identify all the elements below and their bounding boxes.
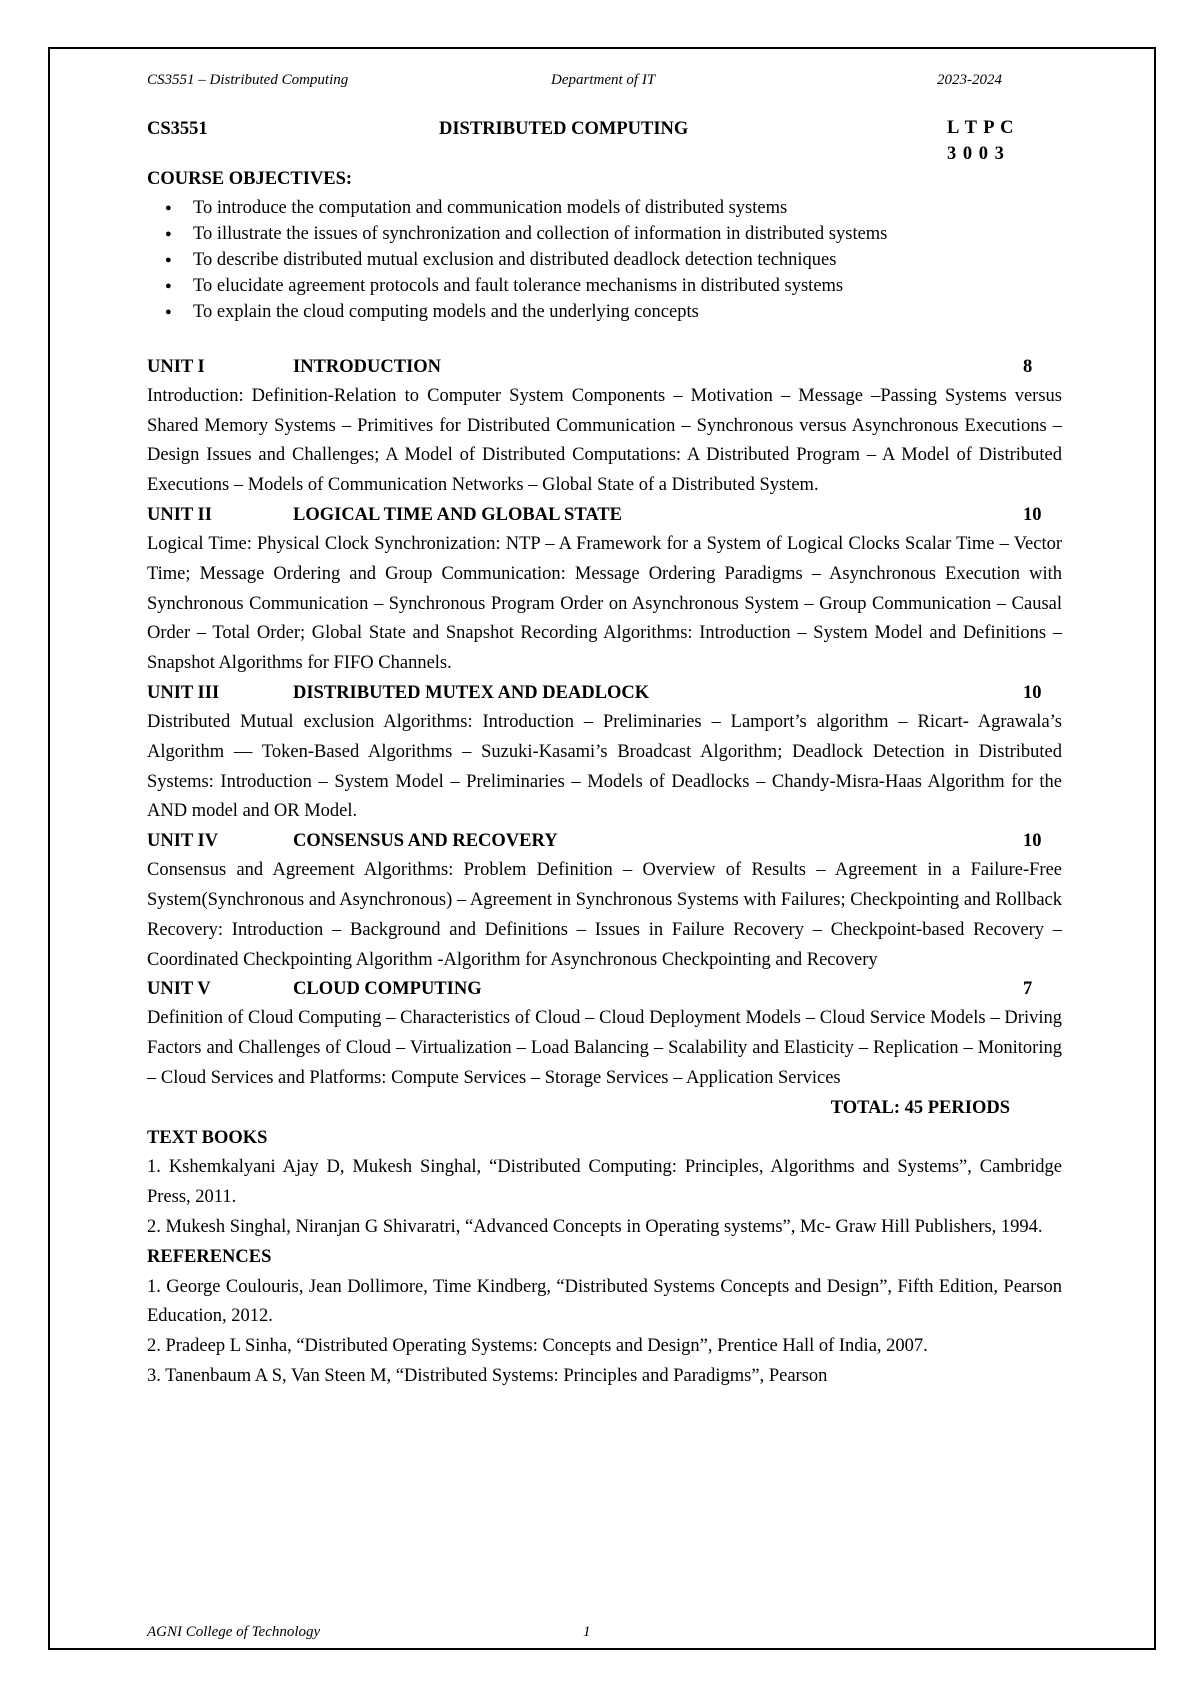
total-periods: TOTAL: 45 PERIODS <box>830 1097 1010 1118</box>
objective-item: ● To illustrate the issues of synchronization and collection of information in distributed systems <box>193 221 1062 247</box>
unit-heading <box>147 501 1062 530</box>
unit-label: UNIT IV <box>147 831 219 852</box>
header-year: 2023-2024 <box>937 72 1002 88</box>
unit-body: Consensus and Agreement Algorithms: Problem Definition – Overview of Results – Agreement in a Failure-Free System(Synchronous and Asynchronous) – Agreement in Synchronous Systems with Failures; Checkpointing and Rollback Recovery: Introduction – Background and Definitions – Issues in Failure Recovery – Checkpoint-based Recovery – Coordinated Checkpointing Algorithm -Algorithm for Asynchronous Checkpointing and Recovery <box>147 860 1062 970</box>
unit-label: UNIT V <box>147 979 211 1000</box>
unit-hours: 10 <box>1023 831 1042 852</box>
ltpc-values: 3 0 0 3 <box>947 144 1005 164</box>
unit-2 <box>147 501 1062 679</box>
page-header <box>147 72 1017 94</box>
unit-heading <box>147 975 1062 1004</box>
objective-item: ● To explain the cloud computing models and the underlying concepts <box>193 299 1062 325</box>
footer-institution: AGNI College of Technology <box>147 1624 321 1640</box>
unit-name: CONSENSUS AND RECOVERY <box>293 831 558 852</box>
header-course: CS3551 – Distributed Computing <box>147 72 349 88</box>
unit-3 <box>147 679 1062 827</box>
unit-hours: 7 <box>1023 979 1033 1000</box>
objective-item: ● To introduce the computation and communication models of distributed systems <box>193 195 1062 221</box>
unit-body: Definition of Cloud Computing – Characteristics of Cloud – Cloud Deployment Models – Cloud Service Models – Driving Factors and Challenges of Cloud – Virtualization – Load Balancing – Scalability and Elasticity – Replication – Monitoring – Cloud Services and Platforms: Compute Services – Storage Services – Application Services <box>147 1008 1062 1088</box>
course-title-row <box>147 115 1062 164</box>
objective-item: ● To elucidate agreement protocols and fault tolerance mechanisms in distributed systems <box>193 273 1062 299</box>
course-title: DISTRIBUTED COMPUTING <box>439 119 689 139</box>
unit-body: Logical Time: Physical Clock Synchronization: NTP – A Framework for a System of Logical Clocks Scalar Time – Vector Time; Message Ordering and Group Communication: Message Ordering Paradigms – Asynchronous Execution with Synchronous Communication – Synchronous Program Order on Asynchronous System – Group Communication – Causal Order – Total Order; Global State and Snapshot Recording Algorithms: Introduction – System Model and Definitions – Snapshot Algorithms for FIFO Channels. <box>147 533 1062 674</box>
page-number: 1 <box>583 1624 591 1640</box>
header-department: Department of IT <box>551 72 656 88</box>
reference-item: 3. Tanenbaum A S, Van Steen M, “Distributed Systems: Principles and Paradigms”, Pearson <box>147 1365 828 1386</box>
text-books-heading: TEXT BOOKS <box>147 1127 268 1148</box>
objectives-heading: COURSE OBJECTIVES: <box>147 169 353 189</box>
unit-heading <box>147 353 1062 382</box>
objectives-list <box>147 195 1062 325</box>
unit-heading <box>147 827 1062 856</box>
unit-hours: 10 <box>1023 504 1042 525</box>
syllabus-content <box>147 115 1062 1392</box>
unit-heading <box>147 679 1062 708</box>
unit-hours: 8 <box>1023 356 1033 377</box>
unit-1 <box>147 353 1062 501</box>
unit-4 <box>147 827 1062 975</box>
ltpc-block <box>947 115 1015 167</box>
objective-item: ● To describe distributed mutual exclusion and distributed deadlock detection techniques <box>193 247 1062 273</box>
unit-name: CLOUD COMPUTING <box>293 979 482 1000</box>
unit-name: INTRODUCTION <box>293 356 442 377</box>
reference-item: 2. Pradeep L Sinha, “Distributed Operating Systems: Concepts and Design”, Prentice Hall of India, 2007. <box>147 1336 928 1357</box>
unit-hours: 10 <box>1023 682 1042 703</box>
course-code: CS3551 <box>147 119 208 139</box>
unit-body: Introduction: Definition-Relation to Computer System Components – Motivation – Message –Passing Systems versus Shared Memory Systems – Primitives for Distributed Communication – Synchronous versus Asynchronous Executions – Design Issues and Challenges; A Model of Distributed Computations: A Distributed Program – A Model of Distributed Executions – Models of Communication Networks – Global State of a Distributed System. <box>147 385 1062 496</box>
unit-label: UNIT III <box>147 682 220 703</box>
page-footer <box>147 1624 747 1646</box>
reference-item: 1. George Coulouris, Jean Dollimore, Time Kindberg, “Distributed Systems Concepts and Design”, Fifth Edition, Pearson Education, 2012. <box>147 1276 1062 1327</box>
references-heading: REFERENCES <box>147 1246 272 1267</box>
unit-name: DISTRIBUTED MUTEX AND DEADLOCK <box>293 682 650 703</box>
unit-label: UNIT II <box>147 504 212 525</box>
unit-name: LOGICAL TIME AND GLOBAL STATE <box>293 504 622 525</box>
ltpc-label: L T P C <box>947 118 1015 138</box>
text-book-item: 2. Mukesh Singhal, Niranjan G Shivaratri, “Advanced Concepts in Operating systems”, Mc- Graw Hill Publishers, 1994. <box>147 1216 1043 1237</box>
text-book-item: 1. Kshemkalyani Ajay D, Mukesh Singhal, “Distributed Computing: Principles, Algorithms and Systems”, Cambridge Press, 2011. <box>147 1157 1062 1208</box>
unit-5 <box>147 975 1062 1093</box>
unit-body: Distributed Mutual exclusion Algorithms: Introduction – Preliminaries – Lamport’s algorithm – Ricart- Agrawala’s Algorithm –– Token-Based Algorithms – Suzuki-Kasami’s Broadcast Algorithm; Deadlock Detection in Distributed Systems: Introduction – System Model – Preliminaries – Models of Deadlocks – Chandy-Misra-Haas Algorithm for the AND model and OR Model. <box>147 711 1062 822</box>
unit-label: UNIT I <box>147 356 205 377</box>
